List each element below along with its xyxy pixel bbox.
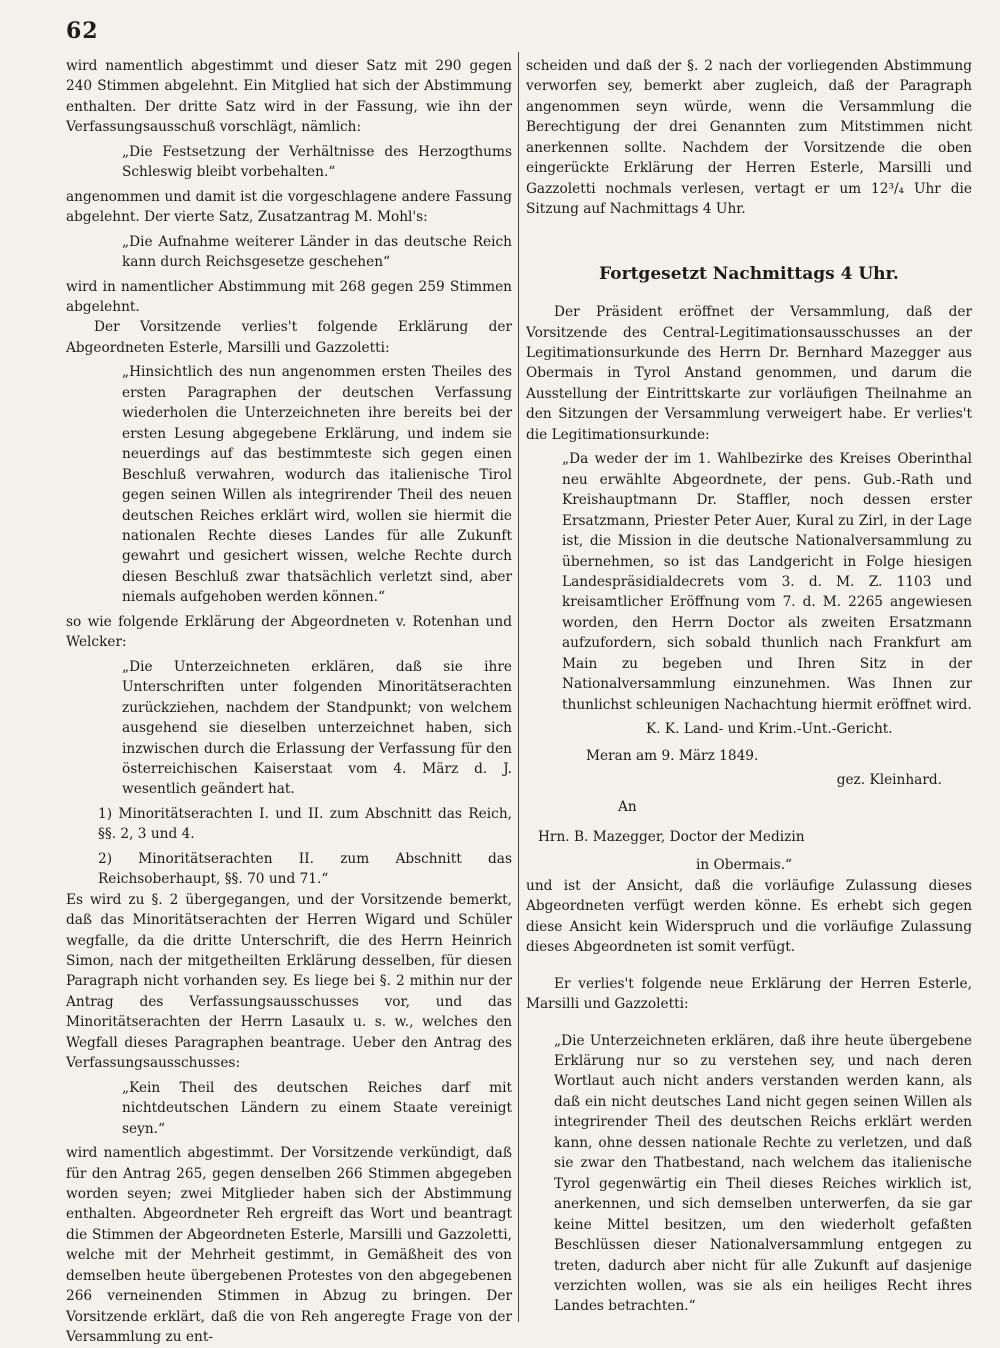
right-column — [526, 56, 972, 1321]
paragraph: wird namentlich abgestimmt und dieser Satz mit 290 gegen 240 Stimmen abgelehnt. Ein Mitglied hat sich der Abstimmung enthalten. Der dritte Satz wird in der Fassung, wie ihn der Verfassungsausschuß vorschlägt, nämlich: — [66, 58, 512, 136]
quotation: „Hinsichtlich des nun angenommen ersten Theiles des ersten Paragraphen der deutschen Verfassung wiederholen die Unterzeichneten ihre bereits bei der ersten Lesung abgegebene Erklärung, und indem sie neuerdings auf das bestimmteste sich gegen einen Beschluß verwahren, wodurch das italienische Tirol gegen seinen Willen als integrirender Theil des neuen deutschen Reiches erklärt wird, wollen sie hiermit die nationalen Rechte dieses Landes für alle Zukunft gewahrt und gesichert wissen, welche Rechte durch diesen Beschluß zwar thatsächlich verletzt sind, aber niemals aufgehoben werden können.“ — [122, 364, 512, 606]
paragraph: Der Präsident eröffnet der Versammlung, daß der Vorsitzende des Central-Legitimationsausschusses an der Legitimationsurkunde des Herrn Dr. Bernhard Mazegger aus Obermais in Tyrol Anstand genommen, und darum die Ausstellung der Eintrittskarte zur vorläufigen Theilnahme an den Sitzungen der Versammlung verweigert habe. Er verlies't die Legitimationsurkunde: — [526, 304, 972, 443]
quotation: „Da weder der im 1. Wahlbezirke des Kreises Oberinthal neu erwählte Abgeordnete, der pens. Gub.-Rath und Kreishauptmann Dr. Staffler, noch dessen erster Ersatzmann, Priester Peter Auer, Kural zu Zirl, in der Lage ist, die Mission in die deutsche Nationalversammlung zu übernehmen, so ist das Landgericht in Folge hiesigen Landespräsidialdecrets vom 3. d. M. Z. 1103 und kreisamtlicher Eröffnung vom 7. d. M. 2265 angewiesen worden, den Herrn Doctor als zweiten Ersatzmann aufzufordern, sich sobald thunlich nach Frankfurt am Main zu begeben und Ihren Sitz in der Nationalversammlung einzunehmen. Was Ihnen zur thunlichst schleunigen Nachachtung hiermit eröffnet wird. — [562, 451, 972, 713]
quotation: „Die Festsetzung der Verhältnisse des Herzogthums Schleswig bleibt vorbehalten.“ — [122, 143, 512, 181]
paragraph: so wie folgende Erklärung der Abgeordneten v. Rotenhan und Welcker: — [66, 613, 512, 651]
quotation: „Die Aufnahme weiterer Länder in das deutsche Reich kann durch Reichsgesetze geschehen“ — [122, 233, 512, 271]
address-name: Hrn. B. Mazegger, Doctor der Medizin — [538, 828, 805, 845]
left-column — [66, 56, 512, 1348]
place-date: Meran am 9. März 1849. — [586, 747, 759, 764]
court-name: K. K. Land- und Krim.-Unt.-Gericht. — [646, 721, 893, 738]
quotation: „Die Unterzeichneten erklären, daß ihre heute übergebene Erklärung nur so zu verstehen sey, und nach deren Wortlaut auch nicht anders verstanden werden kann, als daß ein nicht deutsches Land nicht gegen seinen Willen als integrirender Theil des deutschen Reichs erklärt werden kann, ohne dessen nationale Rechte zu verletzen, und daß sie zwar den Thatbestand, nach welchem das italienische Tyrol gegenwärtig ein Theil dieses Reiches wirklich ist, anerkennen, und sich demselben unterwerfen, da sie gar keine Mittel besitzen, um den wiederholt gefaßten Beschlüssen dieser Nationalversammlung entgegen zu treten, dadurch aber nicht für alle Zukunft auf dasjenige verzichten wollen, was sie als ein heiliges Recht ihres Landes betrachten.“ — [554, 1032, 972, 1315]
paragraph: wird namentlich abgestimmt. Der Vorsitzende verkündigt, daß für den Antrag 265, gegen denselben 266 Stimmen abgegeben worden seyen; zwei Mitglieder haben sich der Abstimmung enthalten. Abgeordneter Reh ergreift das Wort und beantragt die Stimmen der Abgeordneten Esterle, Marsilli und Gazzoletti, welche mit der Mehrheit gestimmt, in Gemäßheit des von demselben heute übergebenen Protestes von den abgegebenen 266 verneinenden Stimmen in Abzug zu bringen. Der Vorsitzende erklärt, daß die von Reh angeregte Frage von der Versammlung zu ent- — [66, 1145, 512, 1346]
signature-line: gez. Kleinhard. — [836, 772, 942, 789]
list-item: 2) Minoritätserachten II. zum Abschnitt das Reichsoberhaupt, §§. 70 und 71.“ — [98, 850, 512, 888]
paragraph: Es wird zu §. 2 übergegangen, und der Vorsitzende bemerkt, daß das Minoritätserachten der Herren Wigard und Schüler wegfalle, da die dritte Unterschrift, die des Herrn Heinrich Simon, nach der mitgetheilten Erklärung desselben, für diesen Paragraph nicht vorhanden sey. Es liege bei §. 2 mithin nur der Antrag des Verfassungsausschusses vor, und das Minoritätserachten der Herrn Lasaulx u. s. w., welches den Wegfall dieses Paragraphen beantrage. Ueber den Antrag des Verfassungsausschusses: — [66, 891, 512, 1072]
column-divider — [518, 52, 519, 1322]
quotation: „Die Unterzeichneten erklären, daß sie ihre Unterschriften unter folgenden Minoritätserachten zurückziehen, nachdem der Standpunkt; von welchem ausgehend sie dieselben unterzeichnet haben, sich inzwischen durch die Erlassung der Verfassung für den österreichischen Kaiserstaat vom 4. März d. J. wesentlich geändert hat. — [122, 658, 512, 798]
paragraph: Er verlies't folgende neue Erklärung der Herren Esterle, Marsilli und Gazzoletti: — [526, 975, 972, 1013]
paragraph: wird in namentlicher Abstimmung mit 268 gegen 259 Stimmen abgelehnt. — [66, 278, 512, 315]
section-heading: Fortgesetzt Nachmittags 4 Uhr. — [599, 263, 899, 284]
quotation: „Kein Theil des deutschen Reiches darf mit nichtdeutschen Ländern zu einem Staate vereinigt seyn.“ — [122, 1079, 512, 1137]
address-an: An — [618, 798, 637, 815]
paragraph: angenommen und damit ist die vorgeschlagene andere Fassung abgelehnt. Der vierte Satz, Zusatzantrag M. Mohl's: — [66, 188, 512, 226]
list-item: 1) Minoritätserachten I. und II. zum Abschnitt das Reich, §§. 2, 3 und 4. — [98, 805, 512, 843]
paragraph: scheiden und daß der §. 2 nach der vorliegenden Abstimmung verworfen sey, bemerkt aber zugleich, daß der Paragraph angenommen seyn würde, wenn die Versammlung die Berechtigung der drei Genannten zum Mitstimmen nicht anerkennen sollte. Nachdem der Vorsitzende die oben eingerückte Erklärung der Herren Esterle, Marsilli und Gazzoletti nochmals verlesen, vertagt er um 12³/₄ Uhr die Sitzung auf Nachmittags 4 Uhr. — [526, 58, 972, 218]
paragraph: und ist der Ansicht, daß die vorläufige Zulassung dieses Abgeordneten verfügt werden könne. Es erhebt sich gegen diese Ansicht kein Widerspruch und die vorläufige Zulassung dieses Abgeordneten ist somit verfügt. — [526, 877, 972, 956]
page-number: 62 — [66, 18, 99, 44]
address-place: in Obermais.“ — [696, 857, 793, 874]
paragraph: Der Vorsitzende verlies't folgende Erklärung der Abgeordneten Esterle, Marsilli und Gazzoletti: — [66, 319, 512, 356]
